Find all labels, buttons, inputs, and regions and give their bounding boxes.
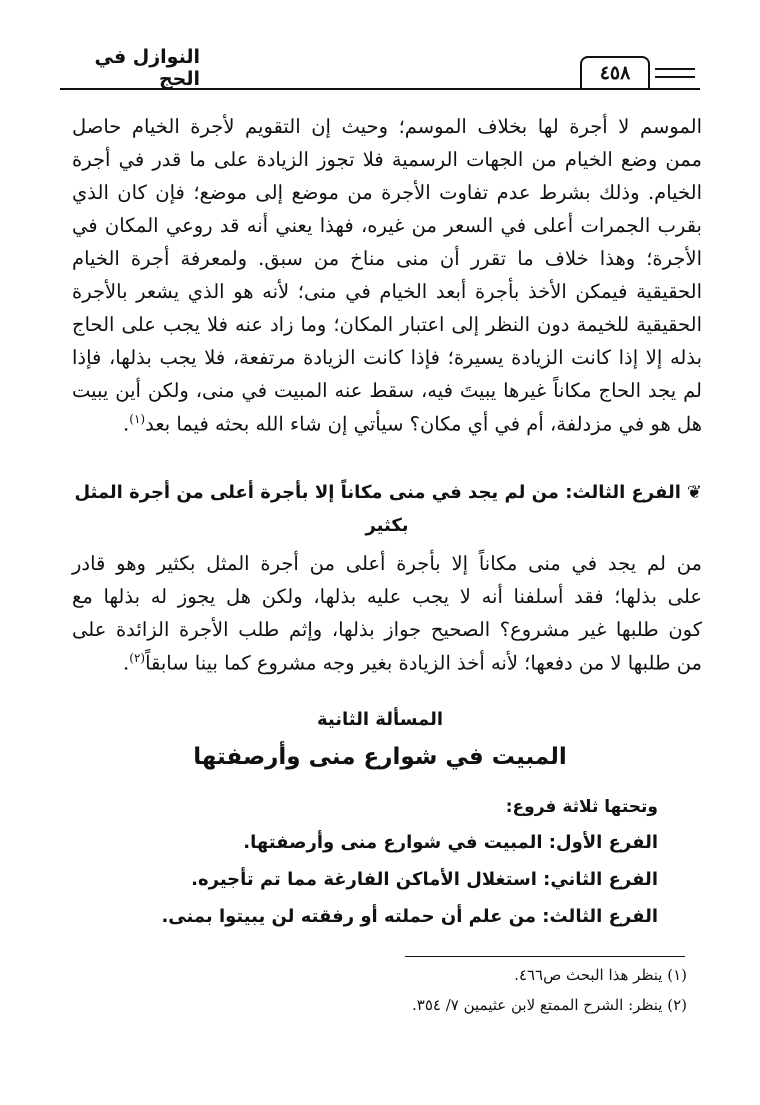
footnote-rule bbox=[405, 956, 685, 957]
text-line: لم يجد الحاج مكاناً غيرها يبيتَ فيه، سقط عنه المبيت في منى، ولكن أين يبيت bbox=[72, 379, 702, 402]
header-rule bbox=[60, 88, 700, 90]
text-line: الحقيقية فيمكن الأخذ بأجرة أبعد الخيام في منى؛ لأنه هو الذي يشعر بالأجرة bbox=[72, 280, 702, 303]
header-ornament-line bbox=[655, 76, 695, 78]
branch-heading-line: بكثير bbox=[365, 515, 409, 536]
issue-label: المسألة الثانية bbox=[316, 709, 444, 730]
branch-item: الفرع الثاني: استغلال الأماكن الفارغة مما تم تأجيره. bbox=[191, 869, 658, 890]
text-line: الخيام. وذلك بشرط عدم تفاوت الأجرة من موضع إلى موضع؛ فإن كان الذي bbox=[72, 181, 702, 204]
text-line: ممن وضع الخيام من الجهات الرسمية فلا تجوز الزيادة على ما قدر في أجرة bbox=[72, 148, 702, 171]
text-line: كون طلبها غير مشروع؟ الصحيح جواز بذلها، وإثم طلب الأجرة الزائدة على bbox=[72, 618, 702, 641]
branch-heading-line bbox=[72, 482, 702, 503]
footnote-ref-1: (١) bbox=[129, 412, 146, 426]
text-line: من لم يجد في منى مكاناً إلا بأجرة أعلى من أجرة المثل بكثير وهو قادر bbox=[72, 552, 702, 575]
branch-item: الفرع الثالث: من علم أن حملته أو رفقته لن يبيتوا بمنى. bbox=[161, 906, 658, 927]
text-line: الموسم لا أجرة لها بخلاف الموسم؛ وحيث إن التقويم لأجرة الخيام حاصل bbox=[72, 115, 702, 138]
branches-intro: وتحتها ثلاثة فروع: bbox=[505, 797, 658, 817]
footnote-2: (٢) ينظر: الشرح الممتع لابن عثيمين ٧/ ٣٥٤. bbox=[412, 996, 687, 1014]
heading-text: الفرع الثالث: من لم يجد في منى مكاناً إلا بأجرة أعلى من أجرة المثل bbox=[74, 482, 681, 503]
leaf-icon: ❦ bbox=[686, 482, 702, 503]
text-line: بذله إلا إذا كانت الزيادة يسيرة؛ فإذا كانت الزيادة مرتفعة، فلا يجب بذلها، فإذا bbox=[72, 346, 702, 369]
text-line: هل هو في مزدلفة، أم في أي مكان؟ سيأتي إن شاء الله بحثه فيما بعد$^{(١)}$. bbox=[123, 412, 702, 436]
text-span: هل هو في مزدلفة، أم في أي مكان؟ سيأتي إن شاء الله بحثه فيما بعد bbox=[145, 412, 702, 436]
text-line: من طلبها لا من دفعها؛ لأنه أخذ الزيادة بغير وجه مشروع كما بينا سابقاً$^{(٢)}$. bbox=[123, 651, 702, 675]
branch-item: الفرع الأول: المبيت في شوارع منى وأرصفتها. bbox=[243, 832, 658, 853]
paragraph-2 bbox=[72, 552, 702, 692]
page-number: ٤٥٨ bbox=[580, 56, 650, 88]
footnote-1: (١) ينظر هذا البحث ص٤٦٦. bbox=[514, 966, 687, 984]
running-header-title: النوازل في الحج bbox=[94, 46, 200, 90]
text-line: الحقيقية للخيمة دون النظر إلى اعتبار المكان؛ وما زاد عنه فلا يجب على الحاج bbox=[72, 313, 702, 336]
text-line: على بذلها؛ فقد أسلفنا أنه لا يجب عليه بذلها، ولكن هل يجوز له بذلها مع bbox=[72, 585, 702, 608]
branch-heading bbox=[72, 482, 702, 552]
footnote-ref-2: (٢) bbox=[129, 651, 146, 665]
issue-title: المبيت في شوارع منى وأرصفتها bbox=[193, 744, 567, 770]
text-line: بقرب الجمرات أعلى في السعر من غيره، فهذا يعني أنه قد روعي المكان في bbox=[72, 214, 702, 237]
header-ornament-line bbox=[655, 68, 695, 70]
text-line: الأجرة؛ وهذا خلاف ما تقرر أن منى مناخ من سبق. ولمعرفة أجرة الخيام bbox=[72, 247, 702, 270]
text-span: من طلبها لا من دفعها؛ لأنه أخذ الزيادة بغير وجه مشروع كما بينا سابقاً bbox=[145, 651, 702, 675]
paragraph-1 bbox=[72, 115, 702, 455]
